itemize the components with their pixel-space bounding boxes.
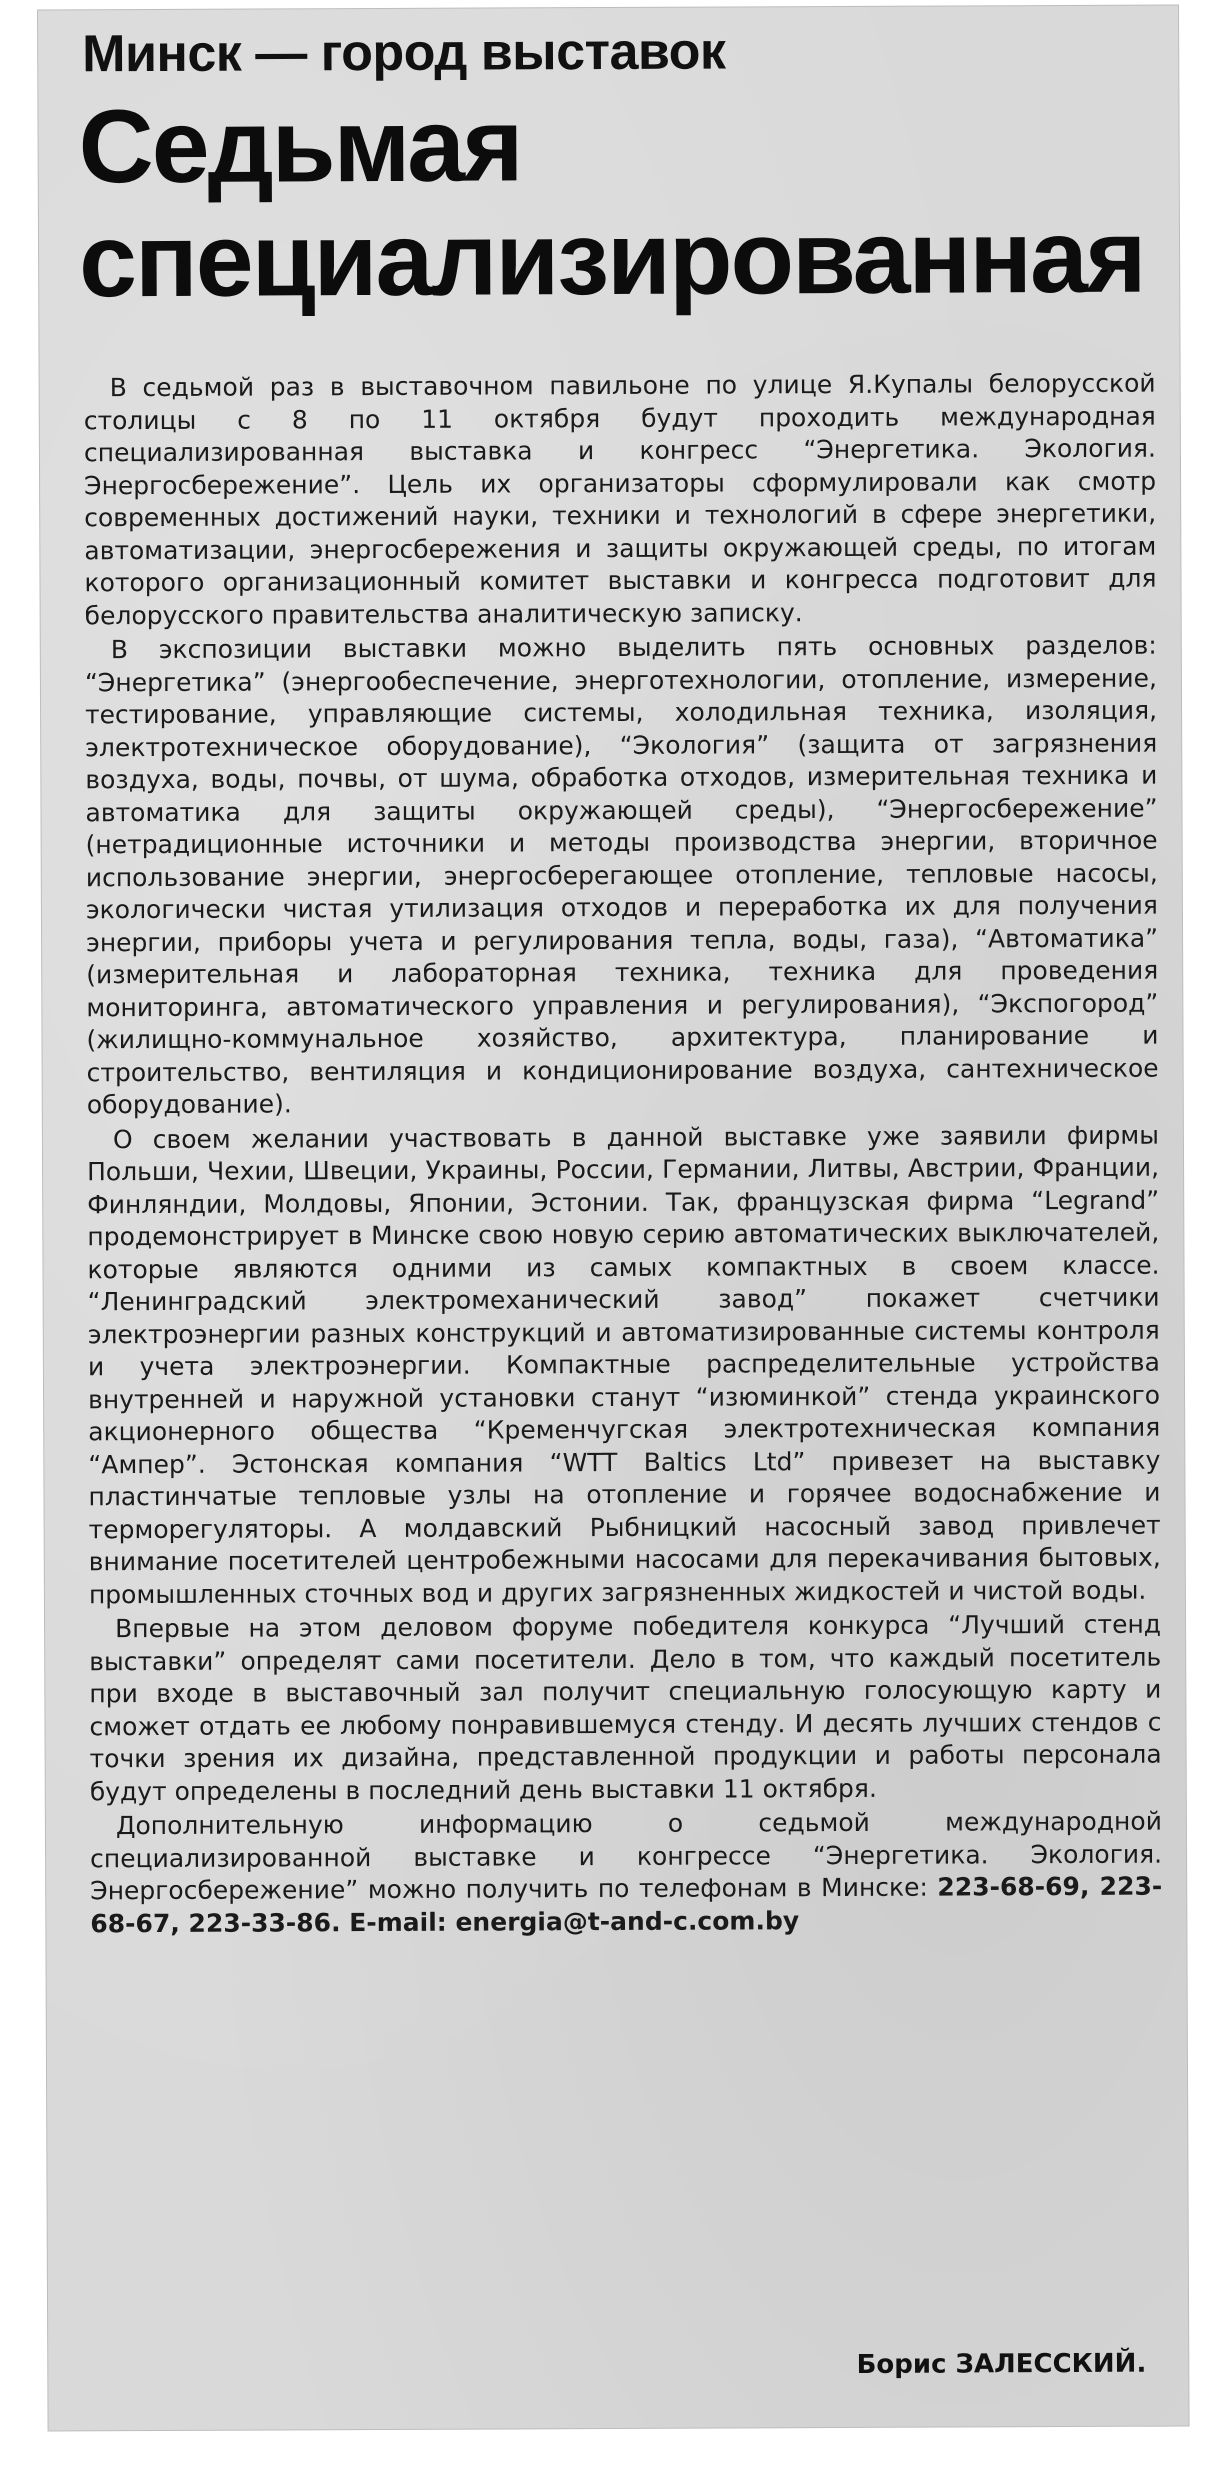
author-byline: Борис ЗАЛЕССКИЙ. — [856, 2348, 1147, 2380]
contact-email: energia@t-and-c.com.by — [455, 1905, 800, 1937]
headline-line-2: специализированная — [78, 198, 1145, 320]
headline-line-1: Седьмая — [78, 87, 522, 206]
contact-intro: Дополнительную информацию о седьмой международной специализированной выставке и конгрессе “Энергетика. Экология. Энергосбережение” можно получить по телефонам в Минске: — [90, 1806, 1163, 1906]
paragraph-intro: В седьмой раз в выставочном павильоне по улице Я.Купалы белорусской столицы с 8 по 11 октября будут проходить международная специализированная выставка и конгресс “Энергетика. Экология. Энергосбережение”. Цель их организаторы сформулировали как смотр современных достижений науки, техники и технологий в сфере энергетики, автоматизации, энергосбережения и защиты окружающей среды, по итогам которого организационный комитет выставки и конгресса подготовит для белорусского правительства аналитическую записку. — [83, 368, 1157, 630]
paragraph-exhibitors: О своем желании участвовать в данной выставке уже заявили фирмы Польши, Чехии, Швеции, Украины, России, Германии, Литвы, Австрии, Франции, Финляндии, Молдовы, Японии, Эстонии. Так, французская фирма “Legrand” продемонстрирует в Минске свою новую серию автоматических выключателей, которые являются одними из самых компактных в своем классе. “Ленинградский электромеханический завод” покажет счетчики электроэнергии разных конструкций и автоматизированные системы контроля и учета электроэнергии. Компактные распределительные устройства внутренней и наружной установки станут “изюминкой” стенда украинского акционерного общества “Кременчугская электротехническая компания “Ампер”. Эстонская компания “WTT Baltics Ltd” привезет на выставку пластинчатые тепловые узлы на отопление и горячее водоснабжение и терморегуляторы. А молдавский Рыбницкий насосный завод привлечет внимание посетителей центробежными насосами для перекачивания бытовых, промышленных сточных вод и других загрязненных жидкостей и чистой воды. — [87, 1120, 1161, 1609]
paragraph-sections: В экспозиции выставки можно выделить пять основных разделов: “Энергетика” (энергообеспечение, энерготехнологии, отопление, измерение, тестирование, управляющие системы, холодильная техника, изоляция, электротехническое оборудование), “Экология” (защита от загрязнения воздуха, воды, почвы, от шума, обработка отходов, измерительная техника и автоматика для защиты окружающей среды), “Энергосбережение” (нетрадиционные источники и методы производства энергии, вторичное использование энергии, энергосберегающее отопление, тепловые насосы, экологически чистая утилизация отходов и переработка их для получения энергии, приборы учета и регулирования тепла, воды, газа), “Автоматика” (измерительная и лабораторная техника, техника для проведения мониторинга, автоматического управления и регулирования), “Экспогород” (жилищно-коммунальное хозяйство, архитектура, планирование и строительство, вентиляция и кондиционирование воздуха, сантехническое оборудование). — [84, 630, 1159, 1120]
contact-phones: 223-68-69, 223-68-67, 223-33-86. — [90, 1871, 1163, 1938]
section-kicker: Минск — город выставок — [82, 22, 726, 84]
contact-email-label: E-mail: — [340, 1907, 456, 1937]
article-headline — [78, 86, 1159, 319]
newspaper-clipping — [38, 6, 1189, 2431]
article-body — [84, 368, 1163, 1943]
paragraph-contact — [90, 1806, 1163, 1941]
paragraph-contest: Впервые на этом деловом форуме победителя конкурса “Лучший стенд выставки” определят сами посетители. Дело в том, что каждый посетитель при входе в выставочный зал получит специальную голосующую карту и сможет отдать ее любому понравившемуся стенду. И десять лучших стендов с точки зрения их дизайна, представленной продукции и работы персонала будут определены в последний день выставки 11 октября. — [89, 1609, 1162, 1806]
